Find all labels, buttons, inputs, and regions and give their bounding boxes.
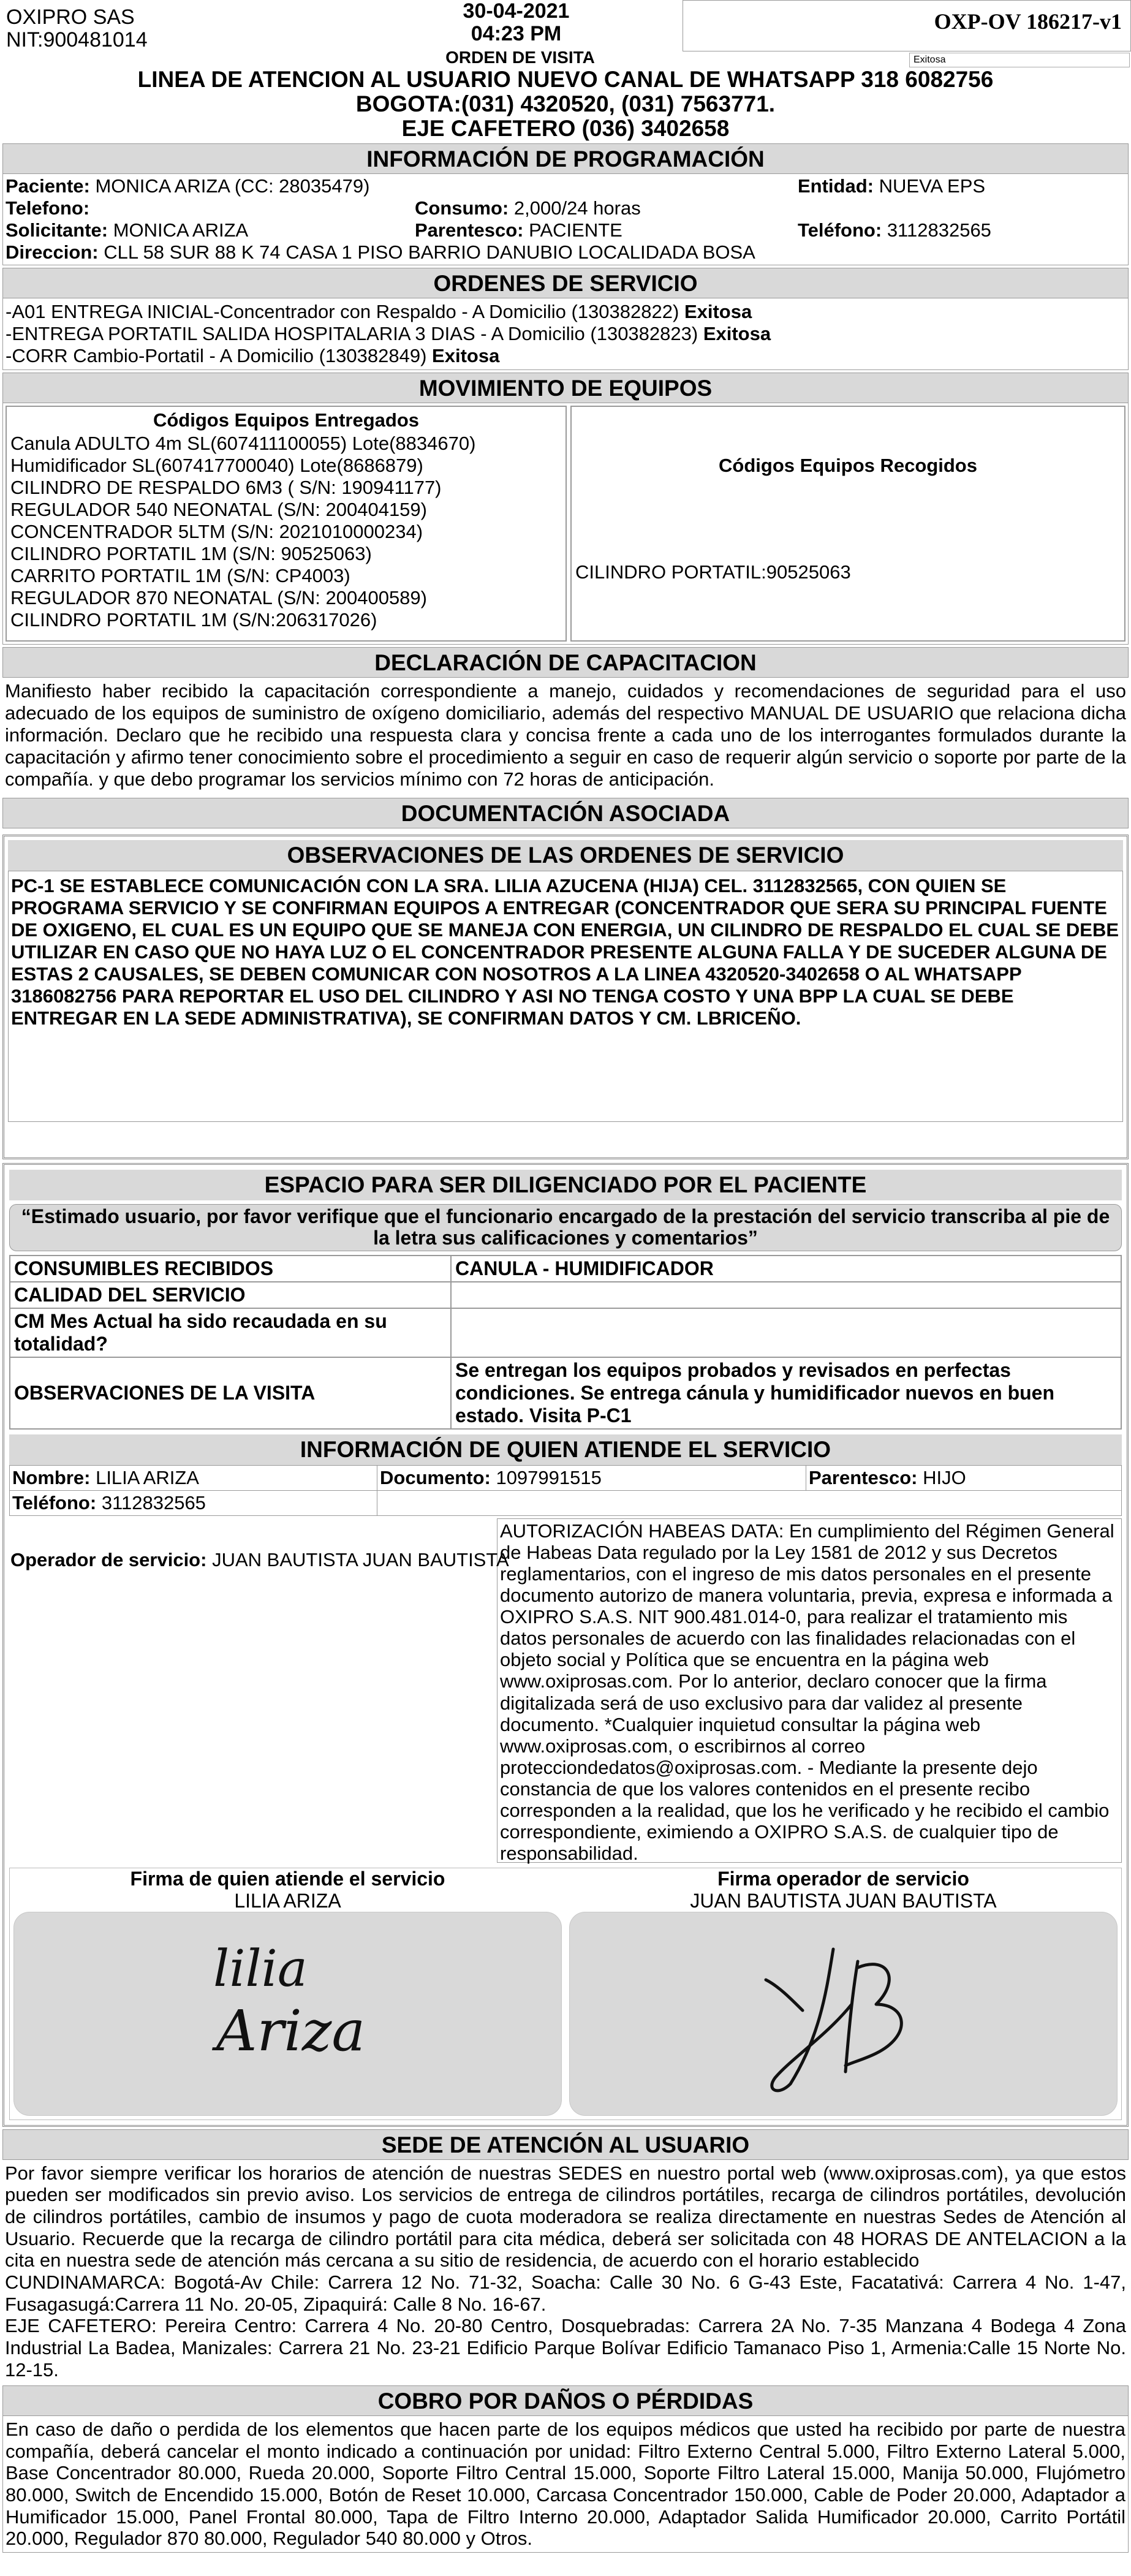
signature-attendee (13, 1868, 562, 2115)
entregado-item: CARRITO PORTATIL 1M (S/N: CP4003) (10, 565, 350, 587)
entregado-item: Canula ADULTO 4m SL(607411100055) Lote(8834670) (10, 433, 476, 455)
sig-head-operator: Firma operador de servicio (717, 1868, 969, 1890)
order-item (6, 301, 1125, 323)
order-status: Exitosa (432, 345, 500, 367)
sig-head-attendee: Firma de quien atiende el servicio (130, 1868, 445, 1890)
eval-key: CM Mes Actual ha sido recaudada en su totalidad? (10, 1308, 451, 1357)
entregado-item: CILINDRO PORTATIL 1M (S/N: 90525063) (10, 543, 372, 565)
ordenes-title: ORDENES DE SERVICIO (2, 268, 1129, 298)
sig-name-attendee: LILIA ARIZA (234, 1889, 341, 1912)
company-nit: NIT:900481014 (6, 28, 148, 52)
telefono2-value: 3112832565 (887, 219, 991, 241)
table-row (10, 1282, 1121, 1308)
entregado-item: REGULADOR 870 NEONATAL (S/N: 200400589) (10, 587, 427, 609)
telefono-att-value: 3112832565 (101, 1492, 206, 1514)
entregado-item: CILINDRO PORTATIL 1M (S/N:206317026) (10, 609, 377, 631)
entregado-item: CONCENTRADOR 5LTM (S/N: 2021010000234) (10, 521, 423, 543)
visit-date: 30-04-2021 (463, 0, 570, 23)
consumo-value: 2,000/24 horas (513, 197, 641, 219)
table-row (10, 1308, 1121, 1357)
consumo-label: Consumo: (415, 197, 509, 219)
visit-time: 04:23 PM (471, 21, 562, 45)
sig-line: lilia (213, 1939, 308, 1998)
capacitacion-text: Manifiesto haber recibido la capacitación correspondiente a manejo, cuidados y recomendaciones de seguridad para el uso adecuado de los equipos de suministro de oxígeno domiciliario, además del respectivo MANUAL DE USUARIO que relaciona dicha información. Declaro que he recibido una respuesta clara y concisa frente a cada uno de los interrogantes formulados durante la capacitación y afirmo tener conocimiento sobre el procedimiento a seguir en caso de requerir algún servicio o soporte por parte de la compañía. y que debo programar los servicios mínimo con 72 horas de anticipación. (5, 680, 1126, 790)
order-item (6, 345, 1125, 367)
signatures-area (9, 1868, 1122, 2120)
contact-line: LINEA DE ATENCION AL USUARIO NUEVO CANAL DE WHATSAPP 318 6082756 (137, 67, 994, 92)
direccion-value: CLL 58 SUR 88 K 74 CASA 1 PISO BARRIO DANUBIO LOCALIDADA BOSA (104, 241, 755, 263)
recogidos-title: Códigos Equipos Recogidos (719, 455, 977, 477)
telefono-label: Telefono: (6, 197, 90, 219)
handwritten-signature-attendee (14, 1912, 559, 2116)
telefono-att-label: Teléfono: (12, 1492, 97, 1514)
sede-title: SEDE DE ATENCIÓN AL USUARIO (2, 2129, 1129, 2160)
paciente-value: MONICA ARIZA (CC: 28035479) (95, 175, 370, 197)
nombre-label: Nombre: (12, 1467, 91, 1489)
order-status: Exitosa (684, 300, 752, 322)
entregados-title: Códigos Equipos Entregados (153, 409, 419, 431)
parentesco-att-value: HIJO (923, 1467, 966, 1489)
signature-operator (569, 1868, 1118, 2115)
eval-key: CALIDAD DEL SERVICIO (10, 1282, 451, 1308)
programacion-title: INFORMACIÓN DE PROGRAMACIÓN (2, 143, 1129, 174)
observaciones-title: OBSERVACIONES DE LAS ORDENES DE SERVICIO (8, 840, 1123, 871)
order-status: Exitosa (703, 322, 771, 344)
table-row (10, 1357, 1121, 1429)
capacitacion-title: DECLARACIÓN DE CAPACITACION (2, 647, 1129, 678)
documentacion-title: DOCUMENTACIÓN ASOCIADA (2, 798, 1129, 828)
cobro-title: COBRO POR DAÑOS O PÉRDIDAS (2, 2385, 1129, 2416)
patient-space-box (2, 1163, 1129, 2127)
signature-pad-attendee (13, 1912, 562, 2116)
patient-space-note: “Estimado usuario, por favor verifique que el funcionario encargado de la prestación del servicio transcriba al pie de la letra sus calificaciones y comentarios” (9, 1204, 1122, 1251)
handwritten-signature-operator (570, 1912, 1115, 2116)
sede-text (2, 2160, 1129, 2383)
table-row (10, 1256, 1121, 1282)
parentesco-att-label: Parentesco: (809, 1467, 918, 1489)
entregado-item: REGULADOR 540 NEONATAL (S/N: 200404159) (10, 499, 427, 521)
telefono2-label: Teléfono: (798, 219, 882, 241)
order-text: -CORR Cambio-Portatil - A Domicilio (130382849) (6, 345, 427, 367)
direccion-label: Direccion: (6, 241, 99, 263)
solicitante-label: Solicitante: (6, 219, 108, 241)
patient-space-title: ESPACIO PARA SER DILIGENCIADO POR EL PACIENTE (9, 1170, 1122, 1200)
sede-paragraph: Por favor siempre verificar los horarios de atención de nuestras SEDES en nuestro portal web (www.oxiprosas.com), ya que estos pueden ser modificados sin previo aviso. Los servicios de entrega de cilindros portátiles, recarga de cilindros portátiles, devolución de cilindros portátiles, cambio de insumos y pago de cuota moderadora se realiza directamente en nuestras Sedes de Atención al Usuario. Recuerde que la recarga de cilindro portátil para cita médica, deberá ser solicitada con 48 HORAS DE ANTELACION a la cita en nuestra sede de atención más cercana a su sitio de residencia, de acuerdo con el horario establecido (5, 2162, 1126, 2271)
sede-paragraph: CUNDINAMARCA: Bogotá-Av Chile: Carrera 12 No. 71-32, Soacha: Calle 30 No. 6 G-43 Este, Facatativá: Carrera 4 No. 1-47, Fusagasugá:Carrera 11 No. 20-05, Zipaquirá: Calle 8 No. 16-67. (5, 2271, 1126, 2315)
parentesco-label: Parentesco: (415, 219, 524, 241)
eval-value (451, 1282, 1121, 1308)
operador-value: JUAN BAUTISTA JUAN BAUTISTA (212, 1549, 509, 1571)
entregado-item: Humidificador SL(607417700040) Lote(8686879) (10, 455, 423, 477)
documento-value: 1097991515 (496, 1467, 602, 1489)
sede-paragraph: EJE CAFETERO: Pereira Centro: Carrera 4 No. 20-80 Centro, Dosquebradas: Carrera 2A No. 7-35 Manzana 4 Bodega 4 Zona Industrial La Badea, Manizales: Carrera 21 No. 23-21 Edificio Parque Bolívar Edificio Tamanaco Piso 1, Armenia:Calle 15 Norte No. 12-15. (5, 2315, 1126, 2381)
operator-cell (9, 1518, 509, 1863)
order-text: -A01 ENTREGA INICIAL-Concentrador con Respaldo - A Domicilio (130382822) (6, 300, 679, 322)
document-header (2, 0, 1129, 67)
programacion-box (2, 174, 1129, 265)
documento-label: Documento: (380, 1467, 491, 1489)
parentesco-value: PACIENTE (529, 219, 622, 241)
eval-key: OBSERVACIONES DE LA VISITA (10, 1357, 451, 1429)
entidad-label: Entidad: (798, 175, 874, 197)
order-text: -ENTREGA PORTATIL SALIDA HOSPITALARIA 3 DIAS - A Domicilio (130382823) (6, 322, 698, 344)
atiende-row (9, 1465, 1122, 1491)
contact-line: EJE CAFETERO (036) 3402658 (401, 115, 730, 141)
recogido-item: CILINDRO PORTATIL:90525063 (575, 561, 851, 583)
paciente-label: Paciente: (6, 175, 90, 197)
nombre-value: LILIA ARIZA (96, 1467, 199, 1489)
observaciones-box (2, 835, 1129, 1159)
eval-value: Se entregan los equipos probados y revisados en perfectas condiciones. Se entrega cánula y humidificador nuevos en buen estado. Visita P-C1 (451, 1357, 1121, 1429)
company-block (6, 6, 148, 52)
signature-pad-operator (569, 1912, 1118, 2116)
atiende-title: INFORMACIÓN DE QUIEN ATIENDE EL SERVICIO (9, 1434, 1122, 1465)
entregados-column (6, 406, 567, 642)
order-code-box (683, 0, 1131, 51)
eval-value (451, 1308, 1121, 1357)
sig-name-operator: JUAN BAUTISTA JUAN BAUTISTA (690, 1889, 997, 1912)
order-code: OXP-OV 186217-v1 (934, 9, 1122, 34)
datetime-block (453, 0, 579, 45)
sig-line: Ariza (216, 1998, 366, 2064)
solicitante-value: MONICA ARIZA (113, 219, 249, 241)
operator-area (9, 1518, 1122, 1863)
observaciones-text: PC-1 SE ESTABLECE COMUNICACIÓN CON LA SRA. LILIA AZUCENA (HIJA) CEL. 3112832565, CON QUIEN SE PROGRAMA SERVICIO Y SE CONFIRMAN EQUIPOS A ENTREGAR (CONCENTRADOR QUE SERA SU PRINCIPAL FUENTE DE OXIGENO, EL CUAL ES UN EQUIPO QUE SE MANEJA CON ENERGIA, UN CILINDRO DE RESPALDO EL CUAL SE DEBE UTILIZAR EN CASO QUE NO HAYA LUZ O EL CONCENTRADOR PRESENTE ALGUNA FALLA Y DE SUCEDER ALGUNA DE ESTAS 2 CAUSALES, SE DEBEN COMUNICAR CON NOSOTROS A LA LINEA 4320520-3402658 O AL WHATSAPP 3186082756 PARA REPORTAR EL USO DEL CILINDRO Y ASI NO TENGA COSTO Y UNA BPP LA CUAL SE DEBE ENTREGAR EN LA SEDE ADMINISTRATIVA), SE CONFIRMAN DATOS Y CM. LBRICEÑO. (8, 871, 1123, 1122)
recogidos-column (570, 406, 1125, 642)
status-mini-field: Exitosa (909, 53, 1130, 67)
ordenes-list (2, 298, 1129, 371)
habeas-data-text: AUTORIZACIÓN HABEAS DATA: En cumplimiento del Régimen General de Habeas Data regulado por la Ley 1581 de 2012 y sus Decretos reglamentarios, con el ingreso de mis datos personales en el presente documento autorizo de manera voluntaria, previa, expresa e informada a OXIPRO S.A.S. NIT 900.481.014-0, para realizar el tratamiento mis datos personales de acuerdo con las finalidades relacionadas con el objeto social y Política que se encuentra en la página web www.oxiprosas.com. Por lo anterior, declaro conocer que la firma digitalizada será de uso exclusivo para dar validez al presente documento. *Cualquier inquietud consultar la página web www.oxiprosas.com, o escribirnos al correo protecciondedatos@oxiprosas.com. - Mediante la presente dejo constancia de que los valores contenidos en el presente recibo corresponden a la realidad, que los he verificado y he recibido el cambio correspondiente, eximiendo a OXIPRO S.A.S. de cualquier tipo de responsabilidad. (497, 1518, 1122, 1863)
contact-line: BOGOTA:(031) 4320520, (031) 7563771. (355, 91, 776, 116)
company-name: OXIPRO SAS (6, 6, 135, 29)
eval-value: CANULA - HUMIDIFICADOR (451, 1256, 1121, 1282)
cobro-text: En caso de daño o perdida de los elementos que hacen parte de los equipos médicos que usted ha recibido por parte de nuestra compañía, deberá cancelar el monto indicado a continuación por unidad: Filtro Externo Central 5.000, Filtro Externo Lateral 5.000, Base Concentrador 80.000, Rueda 20.000, Soporte Filtro Central 15.000, Soporte Filtro Lateral 15.000, Manija 50.000, Flujómetro 80.000, Switch de Encendido 15.000, Botón de Reset 10.000, Carcasa Concentrador 150.000, Cable de Poder 20.000, Adaptador a Humificador 15.000, Panel Frontal 80.000, Tapa de Filtro Interno 20.000, Adaptador Salida Humificador 20.000, Carrito Portátil 20.000, Regulador 870 80.000, Regulador 540 80.000 y Otros. (2, 2416, 1129, 2553)
movimiento-title: MOVIMIENTO DE EQUIPOS (2, 373, 1129, 403)
contact-lines (2, 67, 1129, 141)
entidad-value: NUEVA EPS (879, 175, 986, 197)
atiende-row (9, 1491, 1122, 1516)
order-item (6, 323, 1125, 345)
operador-label: Operador de servicio: (10, 1549, 207, 1571)
evaluation-table (9, 1255, 1122, 1430)
movimiento-box (2, 403, 1129, 645)
entregado-item: CILINDRO DE RESPALDO 6M3 ( S/N: 190941177) (10, 477, 442, 499)
eval-key: CONSUMIBLES RECIBIDOS (10, 1256, 451, 1282)
doc-type-label: ORDEN DE VISITA (445, 48, 595, 67)
